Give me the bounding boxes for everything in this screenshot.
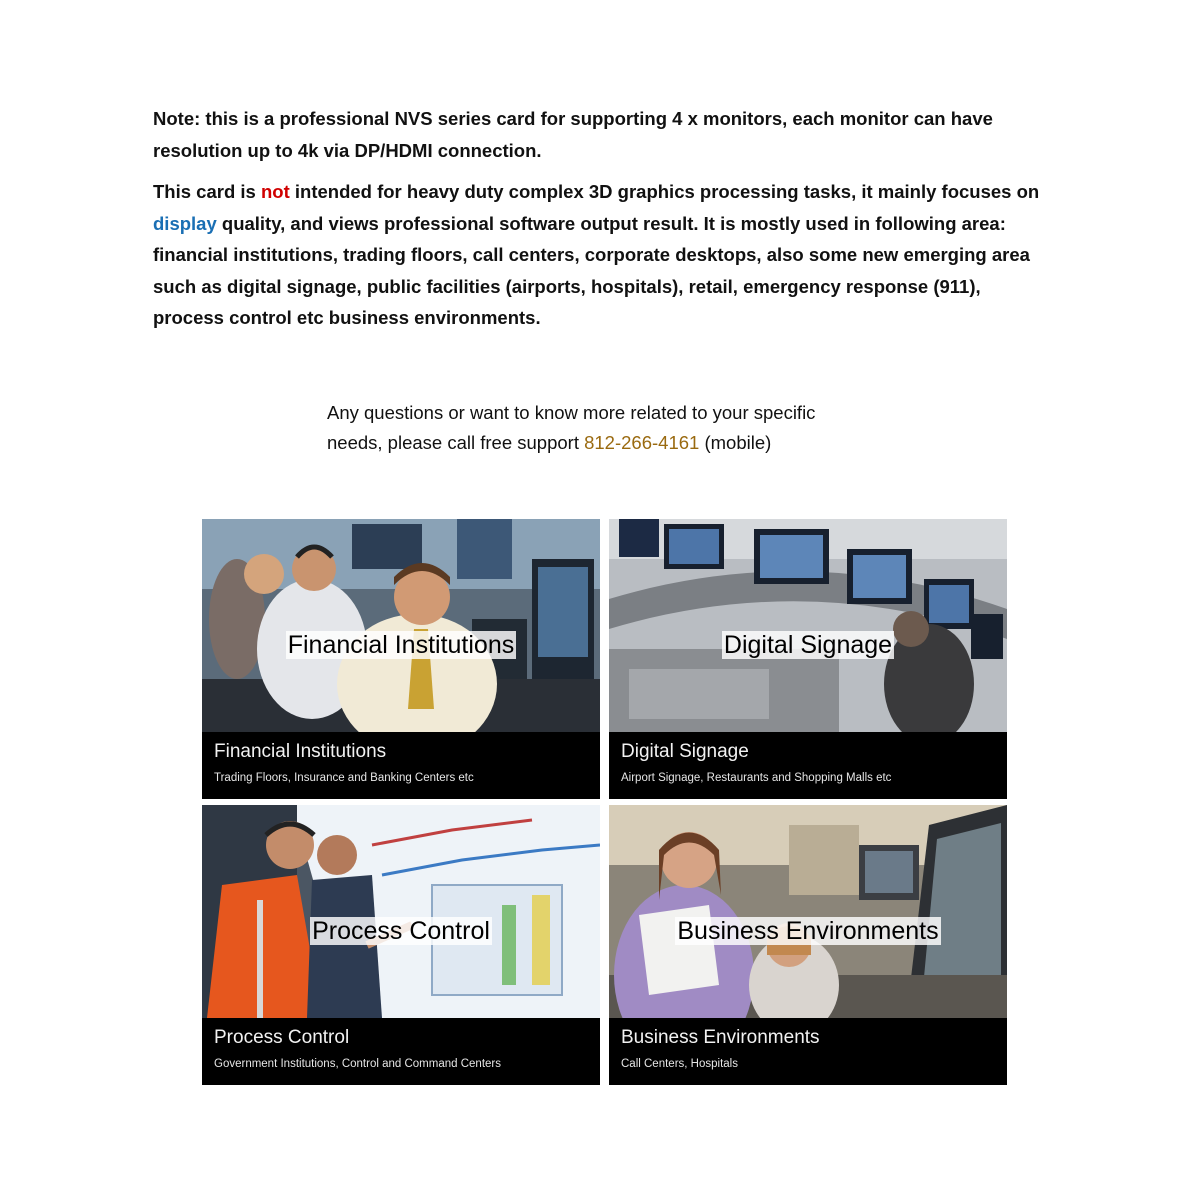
- business-caption-title: Business Environments: [621, 1027, 820, 1048]
- support-line-2: [327, 428, 947, 458]
- process-caption-title: Process Control: [214, 1027, 350, 1048]
- support-block: [327, 398, 947, 458]
- process-caption: [202, 1018, 600, 1085]
- tile-financial-institutions: [202, 519, 600, 799]
- signage-caption-title: Digital Signage: [621, 741, 749, 762]
- financial-trading-floor-photo: [202, 519, 600, 732]
- business-caption: [609, 1018, 1007, 1085]
- business-overlay-label: Business Environments: [677, 917, 939, 945]
- airport-signage-photo: [609, 519, 1007, 732]
- note-p2-part3: quality, and views professional software output result. It is mostly used in following area: financial institutions, trading floors, call centers, corporate desktops, also some new emerging area such as digital signage, public facilities (airports, hospitals), retail, emergency response (911), process control etc business environments.: [153, 212, 1030, 328]
- support-line-2-suffix: (mobile): [699, 432, 772, 453]
- financial-caption: [202, 732, 600, 799]
- support-line-1: Any questions or want to know more related to your specific: [327, 402, 816, 423]
- note-p2-part1: This card is: [153, 181, 261, 202]
- not-emphasis: not: [260, 181, 290, 202]
- signage-caption-subtitle: Airport Signage, Restaurants and Shopping Malls etc: [621, 772, 892, 784]
- note-p2-part2: intended for heavy duty complex 3D graphics processing tasks, it mainly focuses on: [289, 181, 1040, 202]
- tile-digital-signage: [609, 519, 1007, 799]
- tile-business-environments: [609, 805, 1007, 1085]
- control-room-photo: [202, 805, 600, 1018]
- tile-process-control: [202, 805, 600, 1085]
- signage-caption: [609, 732, 1007, 799]
- business-caption-subtitle: Call Centers, Hospitals: [621, 1058, 738, 1070]
- financial-caption-subtitle: Trading Floors, Insurance and Banking Centers etc: [214, 772, 474, 784]
- support-line-2-prefix: needs, please call free support: [327, 432, 585, 453]
- process-caption-subtitle: Government Institutions, Control and Command Centers: [214, 1058, 501, 1070]
- signage-overlay-label: Digital Signage: [723, 631, 893, 659]
- note-paragraph-1: Note: this is a professional NVS series card for supporting 4 x monitors, each monitor can have resolution up to 4k via DP/HDMI connection.: [153, 108, 993, 161]
- financial-overlay-label: Financial Institutions: [287, 631, 515, 659]
- note-block: [153, 103, 1053, 334]
- office-photo: [609, 805, 1007, 1018]
- note-paragraph-2: [153, 176, 1053, 334]
- display-emphasis: display: [153, 212, 217, 234]
- support-phone-number[interactable]: 812-266-4161: [584, 432, 700, 453]
- financial-caption-title: Financial Institutions: [214, 741, 387, 762]
- process-overlay-label: Process Control: [312, 917, 490, 945]
